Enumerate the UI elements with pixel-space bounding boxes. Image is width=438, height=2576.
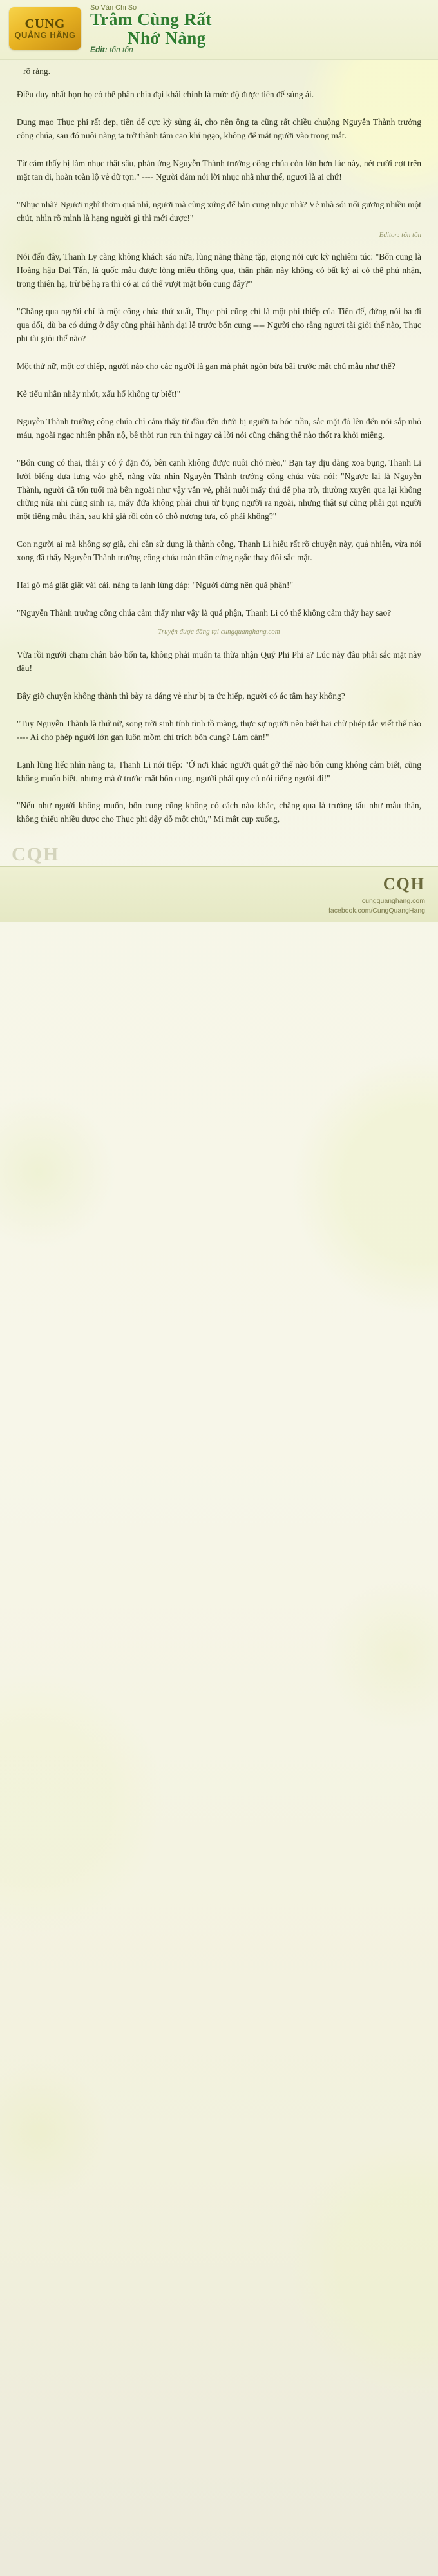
paragraph: Điều duy nhất bọn họ có thể phân chia đại khái chính là mức độ được tiên đế sủng ái.: [17, 90, 314, 99]
paragraph: Nói đến đây, Thanh Ly càng không khách sáo nữa, lùng nàng thăng tặp, giọng nói cực kỳ nghiêm túc: "Bổn cung là Hoàng hậu Đại Tấn, là quốc mẫu được lòng miêu thông qua, thân phận này không có bất kỳ ai có thể phủ nhận, trong thiên hạ, trừ bệ hạ ra thì có ai có thể vượt mặt bổn cung đây?": [17, 252, 421, 289]
paragraph: Vừa rồi người chạm chân bảo bổn ta, không phải muốn ta thừa nhận Quý Phi Phi a? Lúc này đâu phải sắc mặt này đâu!: [17, 649, 421, 673]
paragraph: "Nhục nhã? Ngươi nghĩ thơm quá nhỉ, ngươi mà cũng xứng để bản cung nhục nhã? Vẻ nhà sói nổi gương nhiều một chút, nhìn rõ mình là hạng người gì thì mới được!": [17, 199, 421, 223]
footer-logo: CQH: [383, 875, 425, 894]
paragraph: Từ cảm thấy bị làm nhục thật sâu, phản ứng Nguyễn Thành trưởng công chúa còn lớn hơn lúc này, nét cười cợt trên mặt tan đi, hoàn toàn lộ vẻ dữ tợn." ---- Người dám nói lời nhục nhã như thế, ngươi là ai chứ!: [17, 158, 421, 182]
byline-value: tốn tốn: [110, 45, 133, 54]
paragraph: Kẻ tiểu nhân nhảy nhót, xấu hổ không tự biết!": [17, 388, 181, 399]
footer-links: [328, 896, 425, 915]
paragraph: Hai gò má giật giật vài cái, nàng ta lạnh lùng đáp: "Người đừng nên quá phận!": [17, 580, 294, 591]
footer-link-website[interactable]: cungquanghang.com: [361, 897, 425, 905]
logo-badge: [9, 7, 81, 50]
paragraph: "Chẳng qua người chỉ là một công chúa thứ xuất, Thục phi cũng chỉ là một phi thiếp của Tiên đế, đứng nói ba đi qua đối, dù ba có đứng ở đây cũng phải hành đại lễ trước bổn cung ---- Người cho rằng ngươi tài giỏi thế nào, Thục phi tài giỏi thế nào?: [17, 307, 421, 344]
footer-link-facebook[interactable]: facebook.com/CungQuangHang: [328, 906, 425, 914]
article-body: [0, 60, 438, 866]
page-footer: [0, 866, 438, 922]
logo-line-2: QUẢNG HẰNG: [14, 30, 76, 40]
credit-watermark: Truyện được đăng tại cungquanghang.com: [158, 627, 280, 636]
decorative-blob: [0, 2061, 110, 2202]
footer-branding: [328, 876, 425, 915]
paragraph: Nguyễn Thành trưởng công chúa chỉ cảm thấy từ đầu đến dưới bị người ta bóc trần, sắc mặt đỏ lên đến nói sắp nhỏ máu, ngoài ngạc nhiên phẫn nộ, bê thời run run thì ngay cả lời nói cũng chẳng thể nào thốt ra khỏi miệng.: [17, 416, 421, 440]
paragraph: Lạnh lùng liếc nhìn nàng ta, Thanh Li nói tiếp: "Ở nơi khác người quát gở thế nào bổn cung không cảm biết, cũng không muốn biết, nhưng mà ở trước mặt bổn cung, người phải quy củ nói tiếng người đi!": [17, 759, 421, 783]
decorative-blob: [322, 1578, 438, 1732]
paragraph: "Nguyễn Thành trưởng công chúa cảm thấy như vậy là quá phận, Thanh Li có thể không cảm thấy hay sao?: [17, 608, 392, 618]
decorative-blob: [0, 1095, 116, 1249]
paragraph: Một thứ nữ, một cơ thiếp, người nào cho các người là gan mà phát ngôn bừa bãi trước mặt chủ mẫu như thế?: [17, 361, 395, 371]
paragraph: "Nếu như người không muốn, bổn cung cũng không có cách nào khác, chẳng qua là trưởng tấu như mẫu thân, không thiếu nhiều được cho Thục phi dậy dỗ một chút," Mi mắt cụp xuống,: [17, 800, 421, 824]
paragraph: "Tuy Nguyễn Thành là thứ nữ, song trời sinh tính tình tồ mãng, thực sự người nên biết hai chữ phép tắc viết thế nào ---- Ai cho phép người lớn gan luôn mồm chỉ trích bổn cung? Làm càn!": [17, 718, 421, 742]
byline-label: Edit:: [90, 45, 108, 54]
fragment-top: rõ ràng.: [23, 66, 50, 76]
paragraph: Bây giờ chuyện không thành thì bày ra dáng vẻ như bị ta ức hiếp, người có ác tâm hay không?: [17, 690, 345, 701]
page-header: [0, 0, 438, 60]
byline: [90, 45, 133, 54]
paragraph: "Bổn cung có thai, thái y có ý đặn đó, bên cạnh không được nuôi chó mèo," Bạn tay dịu dàng xoa bụng, Thanh Li lười biếng dựa lưng vào ghế, nàng vừa nhìn Nguyễn Thành trưởng công chúa vừa nói: "Ngược lại là Nguyễn Thành, người đã tốn tuổi mà bên ngoài như vậy vẫn vẻ, phải nuôi mấy thú để pha trò, thường xuyên qua lại không chừng nữa nhi cũng sinh ra, mấy đứa không phải chui từ bụng người ra ngoài, nhưng thật sự cũng phải gọi người một tiếng mẫu thân, sau khi già rồi còn có chỗ nương tựa, có phải không?": [17, 457, 421, 522]
paragraph: Dung mạo Thục phi rất đẹp, tiên đế cực kỳ sủng ái, cho nên ông ta cũng rất chiều chuộng Nguyễn Thành trưởng công chúa, sau đó nuôi nàng ta trở thành tâm cao khí ngạo, không để mắt người vào trong mắt.: [17, 117, 421, 140]
paragraph: Con người ai mà không sợ già, chỉ cần sử dụng là thành công, Thanh Li hiểu rất rõ chuyện này, quả nhiên, vừa nói xong đã thấy Nguyễn Thành trưởng công chúa toàn thân cứng ngắc thay đổi sắc mặt.: [17, 539, 421, 563]
page-title: [90, 10, 212, 48]
cqh-watermark: CQH: [12, 844, 60, 865]
title-line-2: Nhớ Nàng: [128, 28, 206, 48]
editor-watermark: Editor: tốn tốn: [379, 231, 421, 240]
site-subtitle: So Văn Chi So: [90, 4, 137, 12]
title-line-1: Trâm Cùng Rất: [90, 10, 213, 29]
site-logo[interactable]: [6, 5, 84, 52]
logo-line-1: CUNG: [24, 16, 66, 31]
